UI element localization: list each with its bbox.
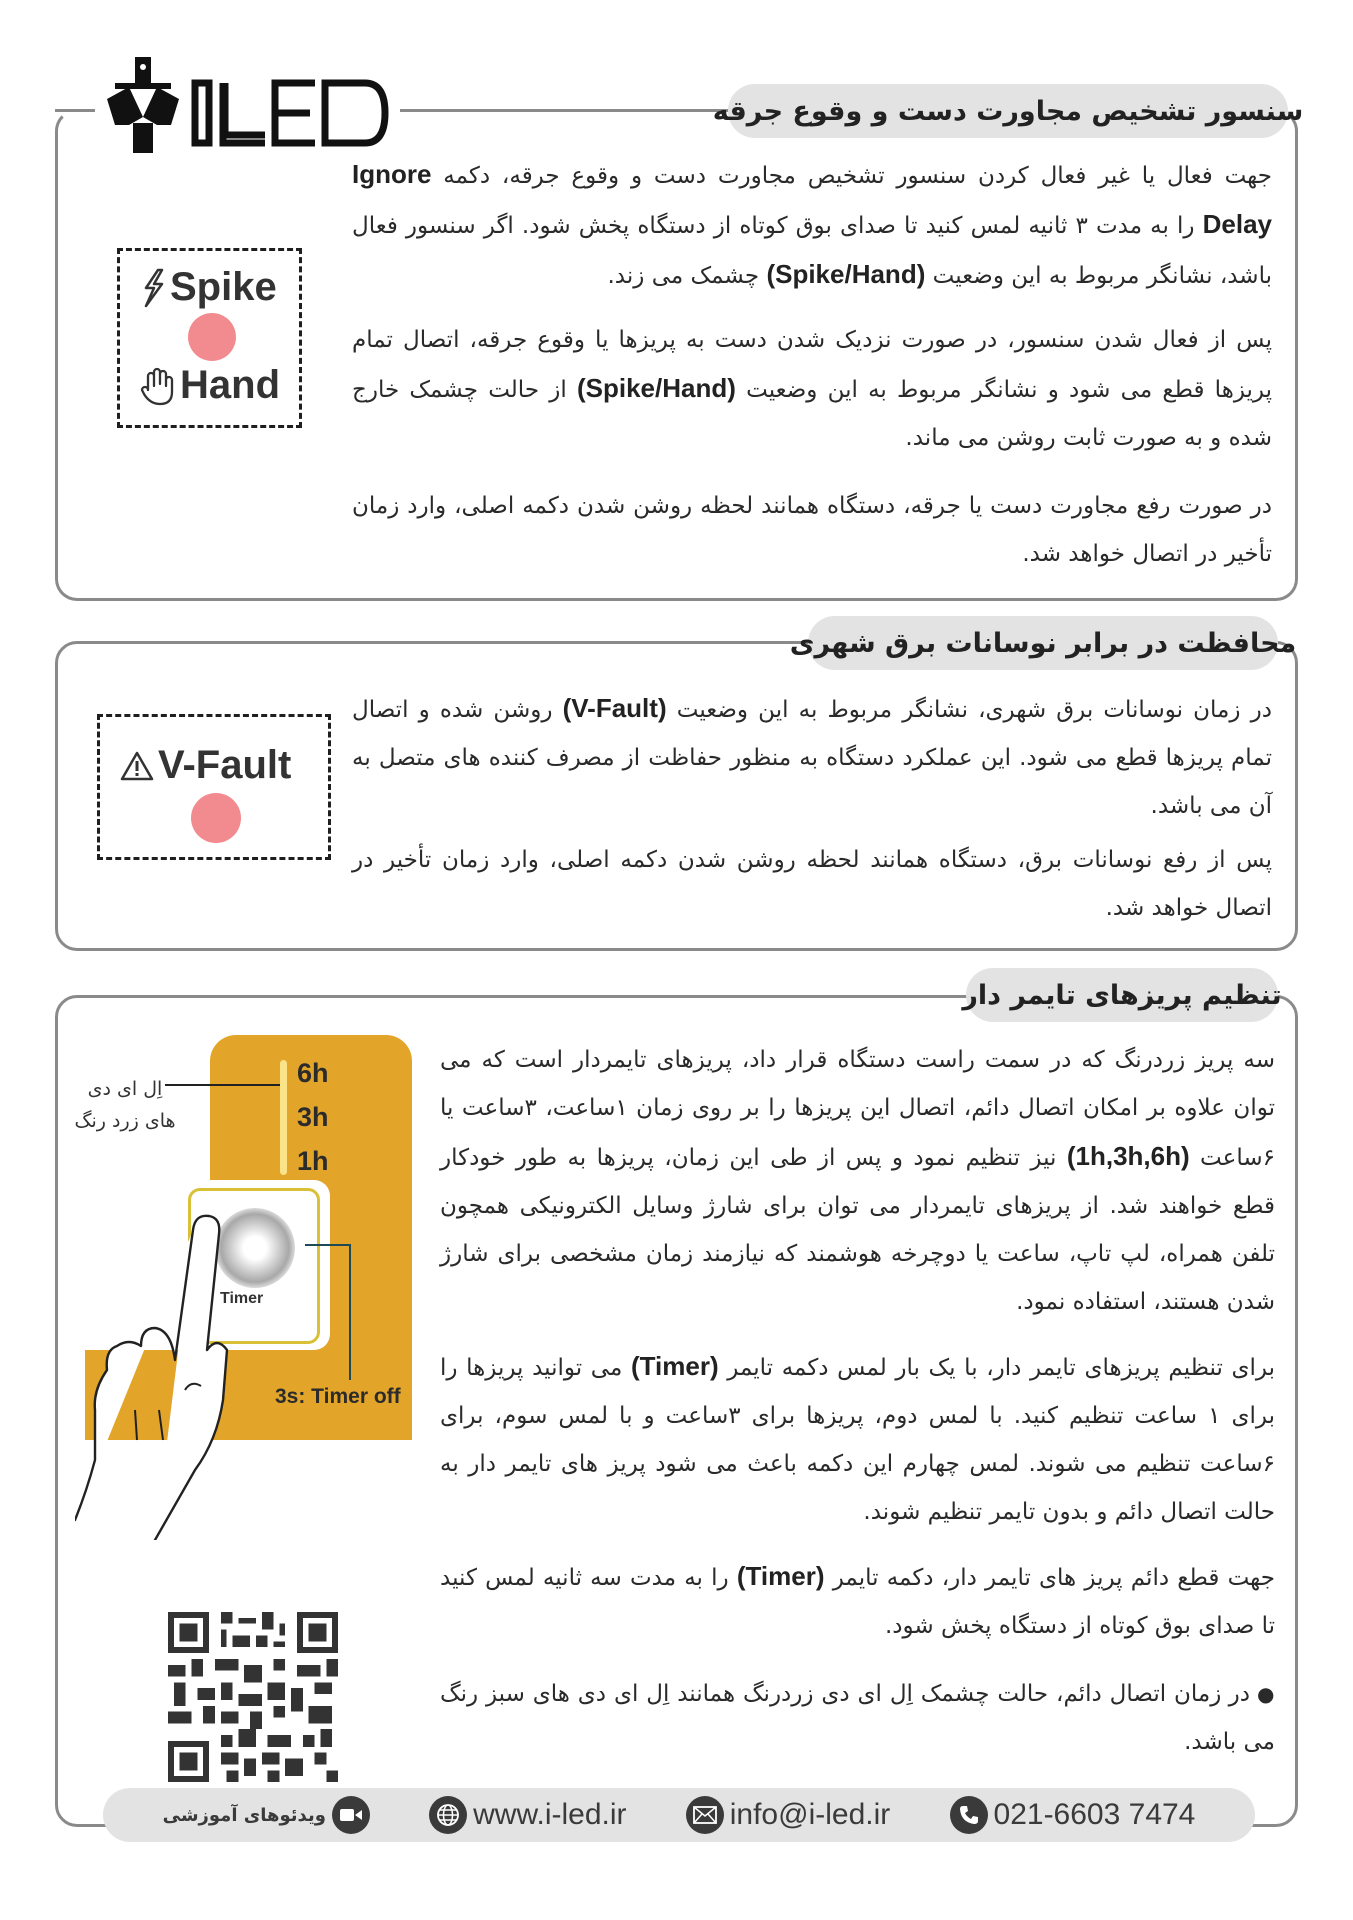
section-1-title bbox=[712, 84, 1304, 138]
section-1-paragraph-1: جهت فعال یا غیر فعال کردن سنسور تشخیص مجاورت دست و وقوع جرقه، دکمه Ignore Delay را به مدت ۳ ثانیه لمس کنید تا صدای بوق کوتاه از دستگاه پخش شود. اگر سنسور فعال باشد، نشانگر مربوط به این وضعیت (Spike/Hand) چشمک می زند. bbox=[352, 159, 1272, 289]
website-text: www.i-led.ir bbox=[473, 1798, 627, 1831]
video-camera-icon bbox=[332, 1796, 370, 1834]
section-3-paragraph-1: سه پریز زردرنگ که در سمت راست دستگاه قرار داد، پریزهای تایمردار است که می توان علاوه بر امکان اتصال دائم، اتصال این پریزها را بر روی زمان ۱ساعت، ۳ساعت یا ۶ساعت (1h,3h,6h) نیز تنظیم نمود و پس از طی این زمان، پریزها به طور خودکار قطع خواهند شد. از پریزهای تایمردار می توان برای شارژ وسایل الکترونیکی همچون تلفن همراه، لپ تاپ، ساعت یا دوچرخه هوشمند که نیازمند زمان مشخصی برای شارژ شدن هستند، استفاده نمود. bbox=[440, 1047, 1275, 1315]
hand-label-text: Hand bbox=[180, 363, 280, 407]
spike-hand-led bbox=[188, 313, 236, 361]
timer-level-3h: 3h bbox=[297, 1102, 329, 1132]
section-3-bullet: ● در زمان اتصال دائم، حالت چشمک اِل ای دی زردرنگ همانند اِل ای دی های سبز رنگ می باشد. bbox=[440, 1681, 1275, 1755]
hand-icon bbox=[140, 366, 176, 406]
section-3-paragraph-2: برای تنظیم پریزهای تایمر دار، با یک بار لمس دکمه تایمر (Timer) می توانید پریزها را برای ۱ ساعت تنظیم کنید. با لمس دوم، پریزها برای ۳ساعت و با لمس سوم، برای ۶ساعت تنظیم می شوند. لمس چهارم این دکمه باعث می شود پریز های تایمر دار به حالت اتصال دائم و بدون تایمر تنظیم شوند. bbox=[440, 1351, 1275, 1525]
website-link[interactable] bbox=[429, 1796, 626, 1834]
callout-hold-label: 3s: Timer off bbox=[275, 1385, 401, 1408]
envelope-icon bbox=[686, 1796, 724, 1834]
spike-label-text: Spike bbox=[170, 265, 277, 309]
qr-code[interactable] bbox=[168, 1612, 338, 1782]
v-fault-label-text: V-Fault bbox=[158, 743, 292, 787]
timer-level-1h: 1h bbox=[297, 1146, 329, 1176]
phone-icon bbox=[950, 1796, 988, 1834]
tutorial-videos-label: ویدئوهای آموزشی bbox=[162, 1804, 326, 1826]
callout-yellow-leds: اِل ای دی های زرد رنگ bbox=[74, 1078, 176, 1132]
section-3-paragraph-3: جهت قطع دائم پریز های تایمر دار، دکمه تایمر (Timer) را به مدت سه ثانیه لمس کنید تا صدای بوق کوتاه از دستگاه پخش شود. bbox=[440, 1561, 1275, 1639]
globe-icon bbox=[429, 1796, 467, 1834]
email-link[interactable] bbox=[686, 1796, 891, 1834]
section-1-paragraph-3: در صورت رفع مجاورت دست یا جرقه، دستگاه همانند لحظه روشن شدن دکمه اصلی، وارد زمان تأخیر در اتصال خواهد شد. bbox=[352, 493, 1272, 567]
section-1-paragraph-2: پس از فعال شدن سنسور، در صورت نزدیک شدن دست به پریزها یا وقوع جرقه، اتصال تمام پریزها قطع می شود و نشانگر مربوط به این وضعیت (Spike/Hand) از حالت چشمک خارج شده و به صورت ثابت روشن می ماند. bbox=[352, 327, 1273, 451]
section-2-paragraph-1: در زمان نوسانات برق شهری، نشانگر مربوط به این وضعیت (V-Fault) روشن شده و اتصال تمام پریزها قطع می شود. این عملکرد دستگاه به منظور حفاظت از مصرف کننده های متصل به آن می باشد. bbox=[352, 693, 1272, 819]
phone-text: 021-6603 7474 bbox=[993, 1798, 1196, 1831]
contact-footer bbox=[103, 1788, 1255, 1842]
section-2-title bbox=[789, 616, 1297, 670]
email-text: info@i-led.ir bbox=[729, 1798, 891, 1831]
section-3-title-text: تنظیم پریزهای تایمر دار bbox=[962, 979, 1282, 1011]
v-fault-indicator bbox=[97, 714, 331, 860]
v-fault-label bbox=[120, 743, 291, 788]
section-2-paragraph-2: پس از رفع نوسانات برق، دستگاه همانند لحظه روشن شدن دکمه اصلی، وارد زمان تأخیر در اتصال خواهد شد. bbox=[352, 847, 1272, 921]
warning-icon bbox=[120, 750, 154, 782]
timer-button-label: Timer bbox=[220, 1290, 264, 1307]
timer-level-6h: 6h bbox=[297, 1058, 329, 1088]
v-fault-led bbox=[191, 793, 241, 843]
phone-link[interactable] bbox=[950, 1796, 1196, 1834]
section-1-title-text: سنسور تشخیص مجاورت دست و وقوع جرقه bbox=[712, 95, 1304, 127]
spike-hand-indicator bbox=[117, 248, 302, 428]
section-2-title-text: محافظت در برابر نوسانات برق شهری bbox=[789, 627, 1297, 659]
section-3-title bbox=[962, 968, 1282, 1022]
hand-label bbox=[140, 363, 280, 408]
tutorial-videos-link[interactable] bbox=[163, 1796, 370, 1834]
lightning-icon bbox=[140, 268, 166, 308]
bullet-dot-icon: ● bbox=[1250, 1682, 1275, 1706]
spike-label bbox=[140, 265, 277, 310]
